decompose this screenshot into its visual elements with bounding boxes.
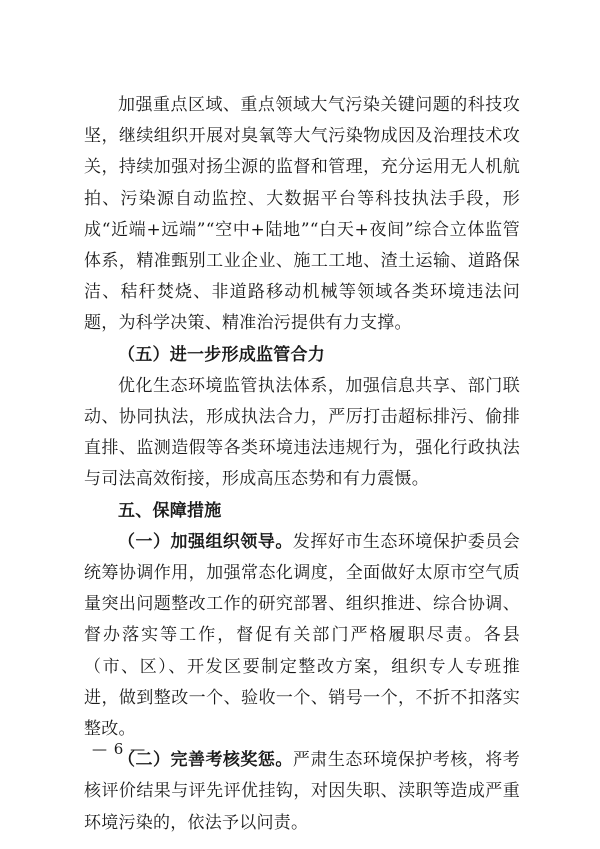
subsection-heading-joint-supervision: （五）进一步形成监管合力 bbox=[118, 344, 325, 365]
paragraph-assessment-rewards bbox=[84, 745, 520, 839]
paragraph-assessment-text: 严肃生态环境保护考核，将考核评价结果与评先评优挂钩，对因失职、渎职等造成严重环境污染的，依法予以问责。 bbox=[84, 750, 521, 833]
document-body bbox=[84, 90, 520, 839]
page-number: — 6 — bbox=[92, 740, 147, 758]
paragraph-enforcement-system: 优化生态环境监管执法体系，加强信息共享、部门联动、协同执法，形成执法合力，严厉打击超标排污、偷排直排、监测造假等各类环境违法违规行为，强化行政执法与司法高效衔接，形成高压态势和有力震慑。 bbox=[84, 375, 520, 490]
subsection-heading-leadership: （一）加强组织领导。 bbox=[118, 531, 293, 552]
paragraph-organizational-leadership bbox=[84, 527, 520, 745]
subsection-heading-assessment: （二）完善考核奖惩。 bbox=[118, 750, 293, 771]
paragraph-air-pollution-research: 加强重点区域、重点领域大气污染关键问题的科技攻坚，继续组织开展对臭氧等大气污染物成因及治理技术攻关，持续加强对扬尘源的监督和管理，充分运用无人机航拍、污染源自动监控、大数据平台等科技执法手段，形成“近端+远端”“空中+陆地”“白天+夜间”综合立体监管体系，精准甄别工业企业、施工工地、渣土运输、道路保洁、秸秆焚烧、非道路移动机械等领域各类环境违法问题，为科学决策、精准治污提供有力支撑。 bbox=[84, 95, 520, 334]
paragraph-leadership-text: 发挥好市生态环境保护委员会统筹协调作用，加强常态化调度，全面做好太原市空气质量突出问题整改工作的研究部署、组织推进、综合协调、督办落实等工作，督促有关部门严格履职尽责。各县（市、区）、开发区要制定整改方案，组织专人专班推进，做到整改一个、验收一个、销号一个，不折不扣落实整改。 bbox=[84, 531, 521, 740]
section-heading-safeguards: 五、保障措施 bbox=[118, 500, 222, 521]
